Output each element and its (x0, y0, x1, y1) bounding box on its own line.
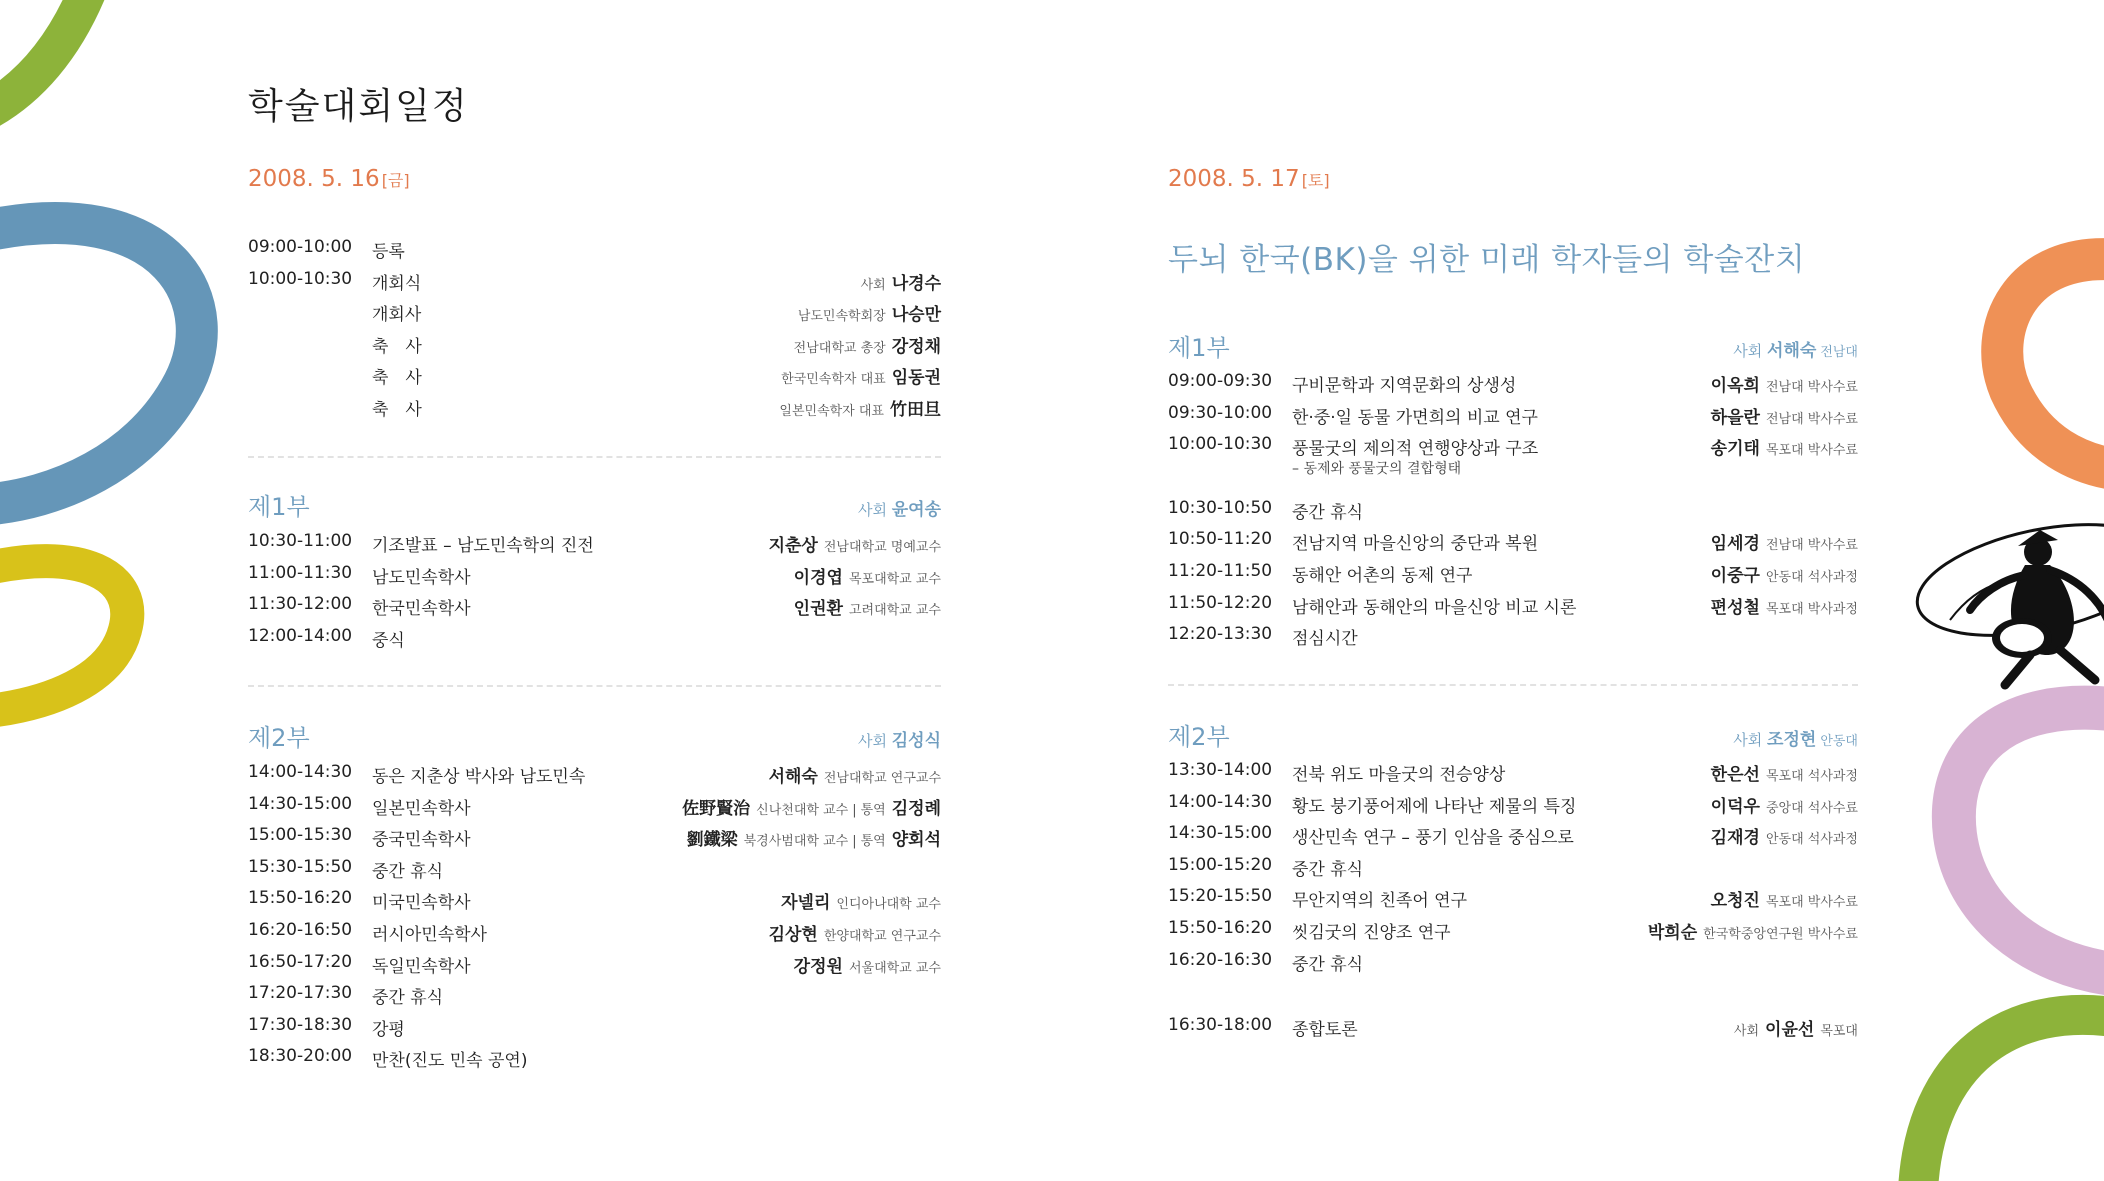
schedule-row (248, 563, 941, 593)
schedule-row (1168, 371, 1858, 401)
row-title: 기조발표 – 남도민속학의 진전 (372, 536, 594, 556)
row-title: 개회식 (372, 273, 422, 294)
row-time: 10:30-10:50 (1168, 497, 1273, 518)
row-speaker (682, 794, 941, 819)
session-host (858, 726, 941, 751)
host-prefix: 사회 (857, 501, 887, 519)
divider (248, 456, 941, 458)
section-label: 제1부 (1168, 334, 1230, 362)
schedule-row (248, 952, 941, 982)
speaker-affiliation: 한국학중앙연구원 박사수료 (1703, 927, 1858, 942)
speaker-affiliation: 목포대 박사수료 (1765, 443, 1858, 459)
row-title: 중간 휴식 (372, 861, 444, 882)
row-time: 11:50-12:20 (1168, 592, 1273, 613)
row-time: 13:30-14:00 (1168, 760, 1273, 780)
row-speaker (794, 594, 941, 619)
day2-date (1168, 166, 1330, 192)
row-speaker (861, 269, 941, 294)
speaker-name: 竹田旦 (890, 400, 941, 420)
row-time: 11:00-11:30 (248, 562, 353, 583)
speaker-affiliation: 전남대학교 연구교수 (823, 771, 941, 786)
row-time: 10:30-11:00 (248, 531, 353, 551)
speaker-role: 한국민속학자 대표 (781, 372, 886, 388)
row-time: 10:00-10:30 (1168, 434, 1273, 455)
row-title: 중간 휴식 (1292, 954, 1364, 975)
row-speaker (769, 762, 941, 787)
speaker-affiliation: 목포대 박사과정 (1765, 601, 1858, 617)
row-subtitle: – 동제와 풍물굿의 결합형태 (1292, 461, 1462, 478)
day2-part2-heading (1168, 717, 1858, 752)
row-time: 16:20-16:50 (248, 920, 353, 940)
row-title: 일본민속학사 (372, 798, 471, 819)
separator: | (852, 802, 857, 818)
speaker-name: 자넬리 (781, 893, 831, 914)
interpreter-name: 김정례 (891, 798, 941, 819)
interpreter-name: 양회석 (891, 830, 941, 851)
row-title: 전북 위도 마을굿의 전승양상 (1292, 765, 1506, 785)
speaker-name: 佐野賢治 (682, 798, 751, 819)
row-speaker (769, 531, 941, 556)
schedule-row (248, 269, 941, 299)
row-title: 중간 휴식 (1292, 502, 1364, 523)
session-host (1733, 725, 1858, 750)
row-title: 중간 휴식 (372, 988, 444, 1009)
day1-date-text: 2008. 5. 16 (248, 166, 380, 192)
speaker-name: 박희순 (1647, 923, 1698, 943)
schedule-row (248, 332, 941, 362)
speaker-name: 나경수 (891, 273, 941, 294)
row-title: 씻김굿의 진양조 연구 (1292, 923, 1451, 943)
section-label: 제2부 (248, 724, 310, 752)
row-time: 11:20-11:50 (1168, 561, 1273, 581)
speaker-name: 이옥희 (1710, 376, 1760, 396)
row-speaker (779, 395, 941, 420)
row-title: 러시아민속학사 (372, 925, 487, 945)
schedule-row (248, 1046, 941, 1076)
row-speaker (1711, 529, 1858, 554)
row-title: 축 사 (372, 368, 422, 389)
row-speaker (1711, 403, 1858, 428)
row-time: 12:20-13:30 (1168, 624, 1273, 645)
schedule-row (1168, 403, 1858, 433)
speaker-name: 하을란 (1710, 407, 1760, 428)
day2-part1-heading (1168, 328, 1858, 363)
row-title: 풍물굿의 제의적 연행양상과 구조 (1292, 439, 1539, 460)
speaker-role: 일본민속학자 대표 (779, 404, 884, 419)
speaker-affiliation: 중앙대 석사수료 (1765, 800, 1858, 816)
schedule-row (1168, 760, 1858, 790)
row-title: 등록 (372, 242, 405, 262)
schedule-row (1168, 593, 1858, 623)
row-title: 개회사 (372, 305, 422, 326)
row-speaker (687, 825, 941, 850)
speaker-name: 강정채 (891, 336, 941, 357)
row-time: 14:00-14:30 (248, 762, 353, 782)
speaker-name: 이덕우 (1710, 796, 1760, 817)
row-speaker (1711, 886, 1858, 911)
row-time: 15:20-15:50 (1168, 886, 1273, 907)
row-speaker (1711, 434, 1858, 459)
speaker-name: 김상현 (768, 925, 818, 945)
blue-arc-left (0, 223, 197, 505)
day1-part1-heading (248, 487, 941, 522)
row-time: 10:00-10:30 (248, 268, 353, 289)
row-time: 17:30-18:30 (248, 1014, 353, 1035)
row-title: 한·중·일 동물 가면희의 비교 연구 (1292, 407, 1538, 428)
speaker-affiliation: 전남대 박사수료 (1765, 380, 1858, 395)
row-speaker (781, 363, 941, 388)
schedule-row (1168, 823, 1858, 853)
speaker-affiliation: 목포대 석사과정 (1765, 769, 1858, 784)
schedule-row (1168, 792, 1858, 822)
speaker-name: 이중구 (1710, 566, 1760, 586)
host-prefix: 사회 (1733, 731, 1763, 749)
green-arc-bottom-right (1918, 1015, 2104, 1181)
speaker-name: 한은선 (1710, 765, 1760, 785)
row-title: 독일민속학사 (372, 956, 471, 977)
row-title: 축 사 (372, 336, 422, 357)
speaker-name: 나승만 (891, 305, 941, 326)
speaker-affiliation: 고려대학교 교수 (848, 603, 941, 619)
row-title: 남도민속학사 (372, 567, 471, 588)
row-time: 15:00-15:30 (248, 825, 353, 846)
host-prefix: 사회 (857, 732, 887, 750)
speaker-affiliation: 한양대학교 연구교수 (823, 929, 941, 944)
day1-date (248, 166, 410, 192)
day2-date-text: 2008. 5. 17 (1168, 166, 1300, 192)
green-arc-top-left (0, 0, 88, 115)
row-title: 중국민속학사 (372, 830, 471, 851)
schedule-row (248, 237, 941, 267)
speaker-affiliation: 목포대 박사수료 (1765, 895, 1858, 911)
row-title: 동은 지춘상 박사와 남도민속 (372, 767, 586, 787)
row-time: 09:00-10:00 (248, 237, 353, 257)
speaker-name: 오청진 (1710, 891, 1760, 912)
row-time: 16:50-17:20 (248, 951, 353, 972)
row-title: 남해안과 동해안의 마을신앙 비교 시론 (1292, 597, 1577, 618)
speaker-affiliation: 안동대 석사과정 (1765, 570, 1858, 585)
speaker-name: 송기태 (1710, 439, 1760, 460)
yellow-arc-left (0, 561, 127, 712)
schedule-row (1168, 434, 1858, 478)
day1-weekday: [금] (381, 171, 410, 190)
schedule-row (248, 626, 941, 656)
row-speaker (1711, 561, 1858, 586)
host-prefix: 사회 (1733, 1024, 1760, 1039)
session-host (858, 495, 941, 520)
speaker-name: 임동권 (891, 368, 941, 389)
section-label: 제1부 (248, 493, 310, 521)
row-time: 14:30-15:00 (248, 793, 353, 814)
row-time: 17:20-17:30 (248, 983, 353, 1004)
row-time: 12:00-14:00 (248, 625, 353, 646)
row-speaker (769, 920, 941, 945)
speaker-role: 전남대학교 총장 (793, 340, 886, 356)
row-speaker (1711, 823, 1858, 848)
speaker-name: 강정원 (793, 956, 843, 977)
row-speaker (781, 888, 941, 913)
row-title: 동해안 어촌의 동제 연구 (1292, 566, 1473, 586)
speaker-affiliation: 전남대 박사수료 (1765, 411, 1858, 427)
row-title: 만찬(진도 민속 공연) (372, 1051, 528, 1072)
separator: | (852, 834, 857, 850)
row-title: 생산민속 연구 – 풍기 인삼을 중심으로 (1292, 828, 1574, 849)
speaker-name: 지춘상 (768, 536, 818, 556)
drummer-dancer-illustration (1907, 505, 2104, 685)
row-time: 11:30-12:00 (248, 594, 353, 615)
speaker-name: 김재경 (1710, 828, 1760, 849)
speaker-name: 인권환 (793, 599, 843, 620)
row-title: 종합토론 (1292, 1020, 1358, 1040)
speaker-role: 남도민속학회장 (797, 309, 886, 325)
row-title: 무안지역의 친족어 연구 (1292, 891, 1468, 912)
row-speaker (1711, 371, 1858, 396)
divider (1168, 684, 1858, 686)
schedule-row (1168, 498, 1858, 528)
schedule-row (248, 363, 941, 393)
row-title: 황도 붕기풍어제에 나타난 제물의 특징 (1292, 796, 1577, 817)
section-label: 제2부 (1168, 723, 1230, 751)
schedule-row (1168, 918, 1858, 948)
row-time: 15:50-16:20 (1168, 918, 1273, 938)
speaker-affiliation: 북경사범대학 교수 (743, 834, 849, 850)
schedule-row (1168, 886, 1858, 916)
row-time: 18:30-20:00 (248, 1046, 353, 1067)
speaker-name: 편성철 (1710, 597, 1760, 618)
host-name: 조정현 (1767, 730, 1817, 750)
host-name: 윤여송 (891, 500, 941, 520)
row-title: 점심시간 (1292, 629, 1358, 650)
row-speaker (1734, 1015, 1858, 1040)
row-time: 16:20-16:30 (1168, 949, 1273, 970)
speaker-name: 劉鐵梁 (686, 830, 738, 851)
speaker-name: 서해숙 (768, 767, 818, 787)
closing-row (1168, 1015, 1858, 1045)
host-prefix: 사회 (1733, 342, 1763, 360)
schedule-row (248, 794, 941, 824)
row-time: 15:50-16:20 (248, 888, 353, 909)
speaker-affiliation: 서울대학교 교수 (848, 960, 941, 976)
schedule-row (248, 825, 941, 855)
row-title: 한국민속학사 (372, 599, 471, 620)
schedule-row (248, 1015, 941, 1045)
schedule-row (1168, 561, 1858, 591)
row-speaker (794, 952, 941, 977)
speaker-name: 이경엽 (793, 567, 843, 588)
schedule-row (248, 888, 941, 918)
schedule-row (1168, 624, 1858, 654)
row-speaker (1648, 918, 1858, 943)
speaker-affiliation: 안동대 석사과정 (1765, 832, 1858, 848)
row-speaker (1711, 760, 1858, 785)
row-time: 14:30-15:00 (1168, 823, 1273, 844)
schedule-row (248, 594, 941, 624)
row-title: 강평 (372, 1019, 405, 1040)
day2-subtitle: 두뇌 한국(BK)을 위한 미래 학자들의 학술잔치 (1168, 242, 1806, 278)
schedule-row (248, 857, 941, 887)
host-affiliation: 전남대 (1820, 345, 1858, 360)
row-title: 축 사 (372, 400, 422, 420)
speaker-role: 사회 (860, 277, 886, 293)
speaker-affiliation: 전남대 박사수료 (1765, 538, 1858, 554)
page-title: 학술대회일정 (248, 86, 469, 127)
row-speaker (794, 563, 941, 588)
speaker-affiliation: 전남대학교 명예교수 (823, 540, 941, 555)
schedule-row (248, 983, 941, 1013)
lilac-arc-right (1954, 708, 2104, 975)
schedule-row (1168, 529, 1858, 559)
interpreter-label: 통역 (860, 802, 886, 818)
day1-part2-heading (248, 718, 941, 753)
row-time: 15:30-15:50 (248, 856, 353, 877)
row-speaker (1711, 792, 1858, 817)
speaker-affiliation: 목포대학교 교수 (848, 571, 941, 587)
schedule-row (248, 300, 941, 330)
row-title: 구비문학과 지역문화의 상생성 (1292, 376, 1517, 396)
row-time: 14:00-14:30 (1168, 791, 1273, 812)
row-time: 15:00-15:20 (1168, 854, 1273, 875)
host-name: 김성식 (891, 731, 941, 751)
orange-arc-right (2002, 259, 2104, 470)
speaker-affiliation: 신나천대학 교수 (756, 802, 849, 818)
row-speaker (1711, 593, 1858, 618)
row-time: 09:30-10:00 (1168, 402, 1273, 423)
row-speaker (798, 300, 941, 325)
row-title: 중간 휴식 (1292, 859, 1364, 880)
host-name: 서해숙 (1767, 341, 1817, 361)
schedule-row (1168, 950, 1858, 980)
row-time: 16:30-18:00 (1168, 1015, 1273, 1035)
schedule-row (248, 531, 941, 561)
speaker-affiliation: 인디아나대학 교수 (836, 897, 941, 913)
speaker-affiliation: 목포대 (1820, 1024, 1858, 1039)
divider (248, 685, 941, 687)
schedule-row (248, 762, 941, 792)
session-host (1733, 336, 1858, 361)
row-title: 전남지역 마을신앙의 중단과 복원 (1292, 534, 1539, 555)
interpreter-label: 통역 (860, 834, 886, 850)
schedule-row (1168, 855, 1858, 885)
day2-weekday: [토] (1301, 171, 1330, 190)
row-title: 미국민속학사 (372, 893, 471, 914)
row-time: 10:50-11:20 (1168, 529, 1273, 550)
row-title: 중식 (372, 630, 405, 651)
speaker-name: 이윤선 (1765, 1020, 1815, 1040)
schedule-row (248, 395, 941, 425)
host-affiliation: 안동대 (1820, 734, 1858, 749)
row-speaker (794, 332, 941, 357)
schedule-row (248, 920, 941, 950)
row-time: 09:00-09:30 (1168, 371, 1273, 391)
speaker-name: 임세경 (1710, 534, 1760, 555)
